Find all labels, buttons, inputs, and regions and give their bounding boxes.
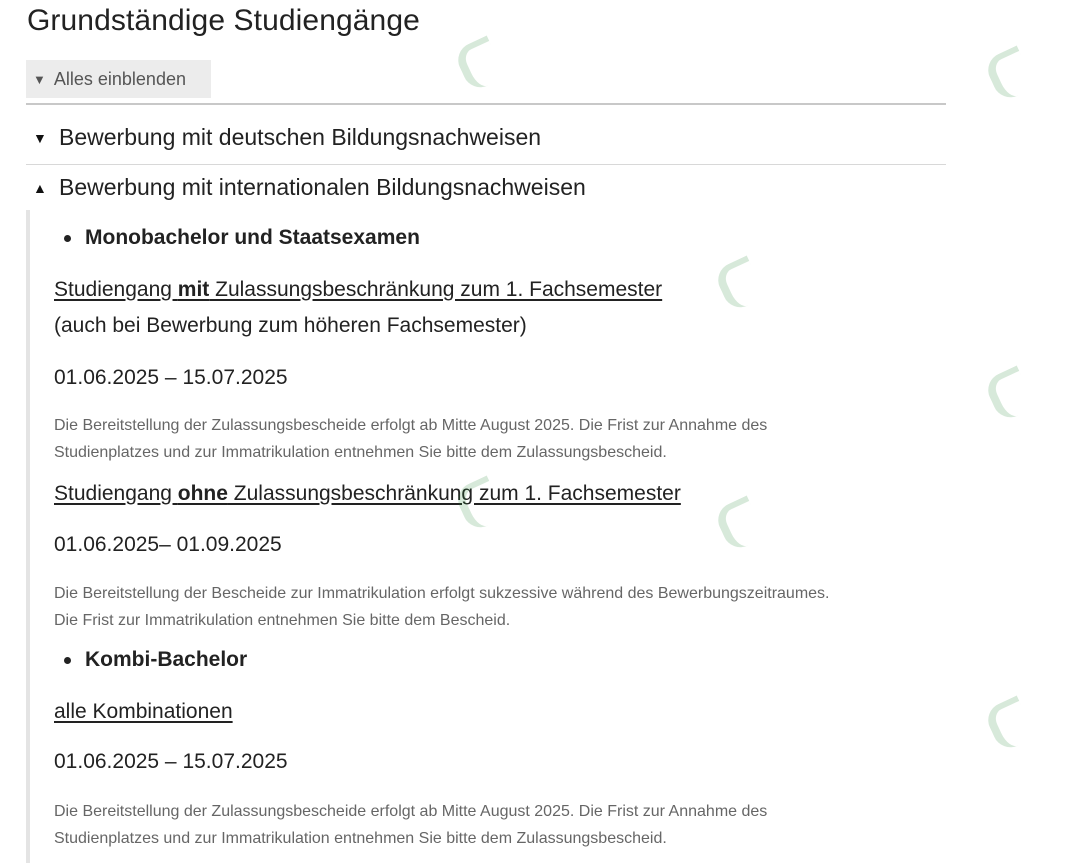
watermark-logo [712, 493, 771, 553]
note-line: Studienplatzes und zur Immatrikulation entnehmen Sie bitte dem Zulassungsbescheid. [54, 830, 667, 847]
triangle-up-icon: ▲ [33, 179, 47, 196]
watermark-logo [982, 43, 1041, 103]
date-range: 01.06.2025 – 15.07.2025 [54, 750, 288, 773]
accordion-title: Bewerbung mit internationalen Bildungsnachweisen [59, 174, 586, 200]
note-line: Die Frist zur Immatrikulation entnehmen Sie bitte dem Bescheid. [54, 612, 511, 629]
bullet-icon [64, 235, 71, 242]
bullet-icon [64, 657, 71, 664]
link-text: Studiengang [54, 482, 178, 505]
link-text-bold: mit [177, 278, 210, 301]
watermark-logo [452, 33, 511, 93]
link-all-combinations[interactable]: alle Kombinationen [54, 700, 233, 723]
link-text: Zulassungsbeschränkung zum 1. Fachsemester [227, 482, 681, 505]
link-text-bold: ohne [177, 482, 228, 505]
link-text: Studiengang [54, 278, 178, 301]
triangle-down-icon: ▼ [33, 129, 47, 146]
note-line: Die Bereitstellung der Zulassungsbescheide erfolgt ab Mitte August 2025. Die Frist zur Annahme des [54, 417, 768, 434]
note-line: Die Bereitstellung der Bescheide zur Immatrikulation erfolgt sukzessive während des Bewerbungszeitraumes. [54, 585, 830, 602]
note-line: Studienplatzes und zur Immatrikulation entnehmen Sie bitte dem Zulassungsbescheid. [54, 444, 667, 461]
accordion-international-certificates[interactable] [33, 174, 586, 201]
subtext: (auch bei Bewerbung zum höheren Fachsemester) [54, 314, 527, 337]
show-all-label: Alles einblenden [53, 68, 186, 89]
section-heading: Kombi-Bachelor [85, 648, 248, 671]
watermark-logo [982, 693, 1041, 753]
section-heading: Monobachelor und Staatsexamen [85, 226, 420, 249]
watermark-logo [982, 363, 1041, 423]
accordion-content-bar [26, 210, 30, 863]
info-note [54, 412, 934, 466]
page-title: Grundständige Studiengänge [27, 4, 420, 37]
date-range: 01.06.2025 – 15.07.2025 [54, 366, 288, 389]
list-item-monobachelor [64, 226, 420, 250]
divider [26, 103, 946, 105]
date-range: 01.06.2025– 01.09.2025 [54, 533, 282, 556]
watermark-logo [712, 253, 771, 313]
link-with-admission-restriction[interactable] [54, 278, 662, 302]
note-line: Die Bereitstellung der Zulassungsbescheide erfolgt ab Mitte August 2025. Die Frist zur Annahme des [54, 803, 768, 820]
info-note [54, 798, 934, 852]
link-text: Zulassungsbeschränkung zum 1. Fachsemester [209, 278, 663, 301]
link-without-admission-restriction[interactable] [54, 482, 681, 506]
accordion-german-certificates[interactable] [33, 124, 541, 151]
triangle-down-icon: ▼ [33, 71, 46, 87]
list-item-kombi-bachelor [64, 648, 247, 672]
show-all-button[interactable] [26, 60, 211, 98]
accordion-title: Bewerbung mit deutschen Bildungsnachweisen [59, 124, 542, 150]
divider [26, 164, 946, 165]
info-note [54, 580, 934, 634]
